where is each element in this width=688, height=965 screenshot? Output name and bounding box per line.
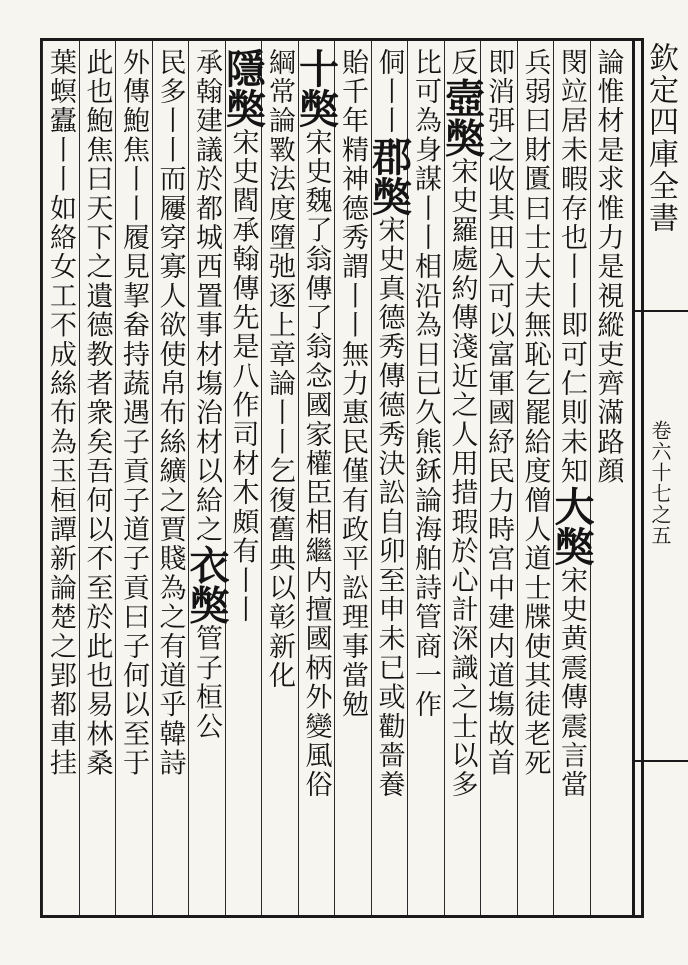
- column-rule: [371, 41, 372, 915]
- text-run: 兵弱曰財匱曰士大夫無恥乞罷給度僧人道士牒使其徒老死: [519, 48, 551, 778]
- text-column: [261, 48, 297, 908]
- entry-heading: 隱獘: [219, 48, 267, 128]
- text-run: 綱常論斁法度墮弛逐上章論丨丨乞復舊典以彰新化: [264, 48, 295, 691]
- text-column: [42, 48, 78, 908]
- column-rule: [115, 41, 116, 915]
- column-rule: [152, 41, 153, 915]
- margin-divider-top: [632, 310, 688, 312]
- text-run: 貽千年: [337, 48, 368, 136]
- text-run: 承翰建議於都城西置事材塲治材以給之: [191, 48, 222, 545]
- text-run: 管子桓公: [191, 624, 222, 742]
- column-rule: [553, 41, 554, 915]
- text-column: [183, 48, 230, 908]
- text-run: 侗丨丨: [373, 48, 405, 136]
- entry-heading: 衣獘: [183, 544, 230, 625]
- column-rule: [590, 41, 591, 915]
- text-column: [480, 48, 516, 908]
- text-column: [334, 48, 370, 908]
- column-rule: [225, 41, 226, 915]
- text-run: 民多丨丨而屨穿寡人欲使帛布絲纊之賈賤為之有道乎韓詩: [154, 48, 186, 778]
- column-rule: [261, 41, 262, 915]
- text-column: [292, 48, 340, 908]
- column-rule: [79, 41, 80, 915]
- volume-label: 卷六十七之五: [648, 420, 672, 546]
- column-rule: [334, 41, 335, 915]
- text-run: 葉螟蠹丨丨如絡女工不成絲布為玉桓譚新論楚之郢都車挂: [45, 48, 76, 778]
- text-run: 可為身謀丨丨相沿為日已久熊鉌論海舶詩管商一作: [410, 77, 441, 720]
- text-run: 閔竝居未暇存也丨丨即可仁則未知: [556, 48, 587, 486]
- text-column: [438, 48, 486, 908]
- text-column: [79, 48, 115, 908]
- column-rule: [42, 41, 43, 915]
- column-rule: [444, 41, 445, 915]
- text-run: 外傳鮑焦丨丨履見挈畚持蔬遇子貢子道子貢曰子何以至于: [118, 48, 149, 778]
- text-run: 宋史黄震傳震言當: [556, 566, 587, 800]
- entry-heading: 大獘: [548, 486, 595, 566]
- text-column: [548, 48, 595, 908]
- text-run: 宋史閻承翰傳先是八作司材木頗有丨丨: [227, 128, 259, 625]
- text-run: 宋史魏了翁傳了翁念國家權臣相繼内擅國柄外變風俗: [300, 128, 332, 800]
- text-column: [517, 48, 553, 908]
- book-title: 欽定四庫全書: [643, 42, 678, 234]
- entry-heading: 壼獘: [438, 77, 486, 158]
- column-rule: [188, 41, 189, 915]
- entry-heading: 十獘: [292, 48, 340, 128]
- text-run: 即消弭之收其田入可以富軍國紓民力時宫中建内道塲故首: [483, 48, 514, 778]
- text-column: [590, 48, 626, 908]
- text-run: 比: [410, 48, 441, 78]
- text-column: [152, 48, 188, 908]
- margin-divider-bottom: [632, 760, 688, 762]
- text-run: 論惟材是求惟力是視縱吏齊滿路顔: [592, 48, 624, 486]
- text-run: 宋史羅處約傳淺近之人用措瑕於心計深識之士以多: [446, 157, 478, 800]
- column-rule: [298, 41, 299, 915]
- text-column: [365, 48, 413, 908]
- column-rule: [517, 41, 518, 915]
- entry-heading: 郡獘: [365, 135, 413, 216]
- column-rule: [480, 41, 481, 915]
- text-run: 宋史真德秀傳德秀決訟自卯至申未已或勸嗇養: [373, 215, 405, 800]
- text-run: 精神德秀謂丨丨無力惠民僅有政平訟理事當勉: [337, 135, 368, 720]
- text-column: [115, 48, 151, 908]
- text-column: [219, 48, 267, 908]
- text-run: 反: [446, 48, 478, 78]
- text-run: 此也鮑焦曰天下之遺德教者衆矣吾何以不至於此也易林桑: [81, 48, 113, 778]
